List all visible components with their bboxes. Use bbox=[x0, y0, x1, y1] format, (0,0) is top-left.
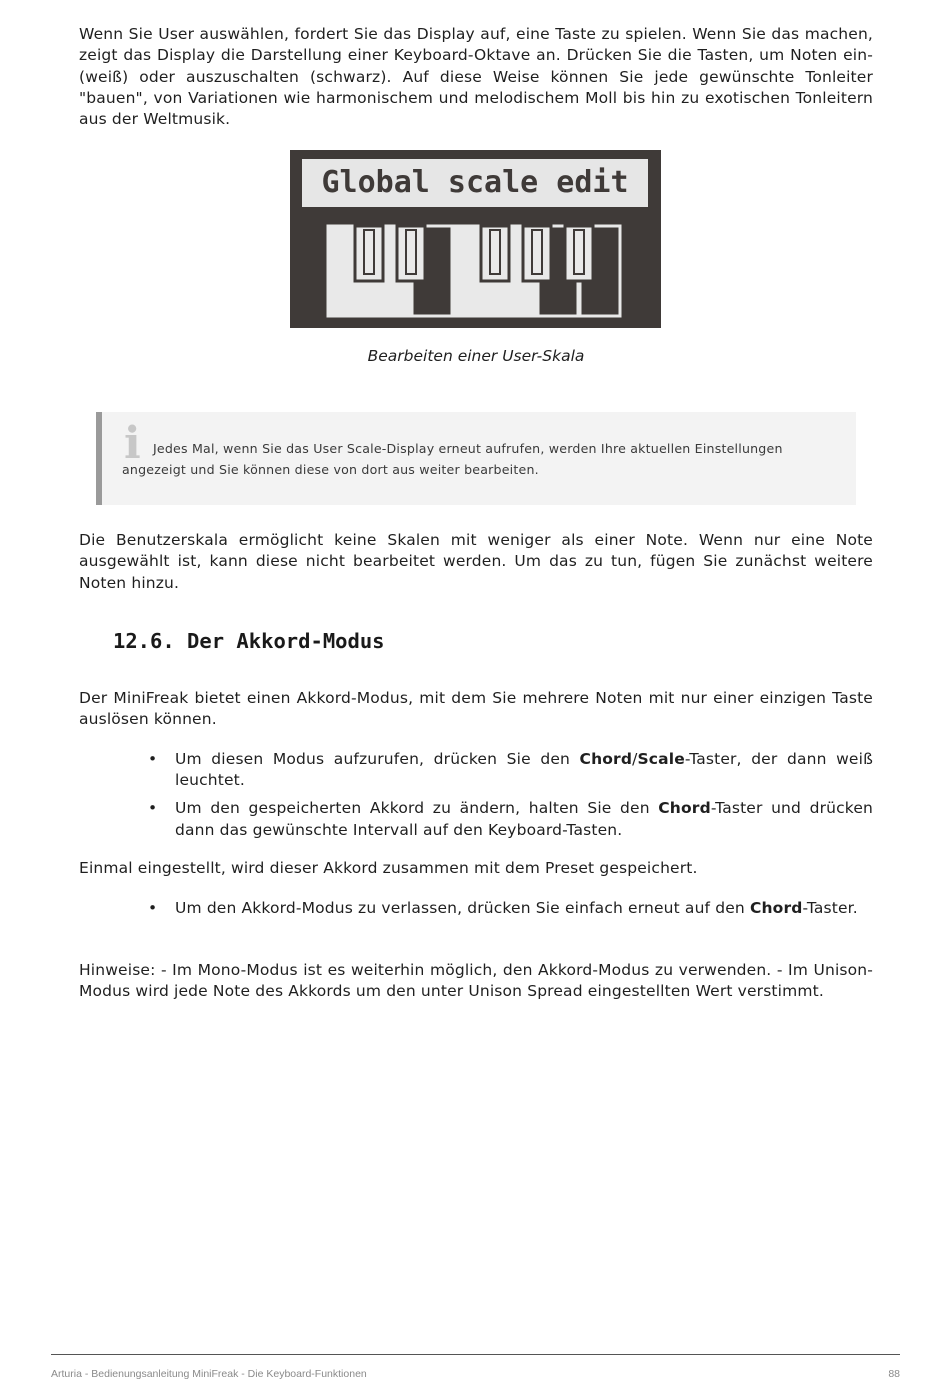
figure-caption: Bearbeiten einer User-Skala bbox=[367, 347, 585, 365]
hints-paragraph: Hinweise: - Im Mono-Modus ist es weiterhin möglich, den Akkord-Modus zu verwenden. - Im Unison-Modus wird jede Note des Akkords um den unter Unison Spread eingestellten Wert verstimmt. bbox=[79, 961, 873, 1001]
list-item: • Um diesen Modus aufzurufen, drücken Sie den Chord/Scale-Taster, der dann weiß leuchtet. bbox=[175, 749, 873, 792]
black-key bbox=[481, 226, 509, 281]
footer-text: Arturia - Bedienungsanleitung MiniFreak - Die Keyboard-Funktionen bbox=[51, 1368, 367, 1380]
chord-bullet-list bbox=[175, 749, 873, 848]
list-item: • Um den Akkord-Modus zu verlassen, drücken Sie einfach erneut auf den Chord-Taster. bbox=[175, 898, 873, 919]
section-heading: 12.6. Der Akkord-Modus bbox=[113, 629, 385, 653]
scale-edit-display-image bbox=[290, 150, 661, 328]
chord-saved-paragraph: Einmal eingestellt, wird dieser Akkord zusammen mit dem Preset gespeichert. bbox=[79, 859, 698, 877]
info-note-text: Jedes Mal, wenn Sie das User Scale-Display erneut aufrufen, werden Ihre aktuellen Einstellungen angezeigt und Sie können diese von dort aus weiter bearbeiten. bbox=[122, 441, 783, 477]
keyboard-octave-graphic bbox=[328, 226, 620, 316]
list-item: • Um den gespeicherten Akkord zu ändern, halten Sie den Chord-Taster und drücken dann das gewünschte Intervall auf den Keyboard-Tasten. bbox=[175, 798, 873, 841]
display-title: Global scale edit bbox=[321, 165, 629, 200]
black-key bbox=[397, 226, 425, 281]
exit-bullet-list bbox=[175, 898, 873, 926]
black-key bbox=[355, 226, 383, 281]
chord-intro-paragraph: Der MiniFreak bietet einen Akkord-Modus, mit dem Sie mehrere Noten mit nur einer einzigen Taste auslösen können. bbox=[79, 689, 873, 729]
user-scale-paragraph: Die Benutzerskala ermöglicht keine Skalen mit weniger als einer Note. Wenn nur eine Note ausgewählt ist, kann diese nicht bearbeitet werden. Um das zu tun, fügen Sie zunächst weitere Noten hinzu. bbox=[79, 531, 873, 592]
display-svg bbox=[290, 150, 661, 328]
black-key bbox=[523, 226, 551, 281]
intro-paragraph: Wenn Sie User auswählen, fordert Sie das Display auf, eine Taste zu spielen. Wenn Sie das machen, zeigt das Display die Darstellung einer Keyboard-Oktave an. Drücken Sie die Tasten, um Noten ein- (weiß) oder auszuschalten (schwarz). Auf diese Weise können Sie jede gewünschte Tonleiter "bauen", von Variationen wie harmonischem und melodischem Moll bis hin zu exotischen Tonleitern aus der Weltmusik. bbox=[79, 25, 873, 129]
footer-divider bbox=[51, 1354, 900, 1355]
black-key bbox=[565, 226, 593, 281]
page-number: 88 bbox=[888, 1368, 900, 1380]
info-note-box bbox=[96, 412, 856, 505]
info-icon: i bbox=[124, 418, 141, 469]
